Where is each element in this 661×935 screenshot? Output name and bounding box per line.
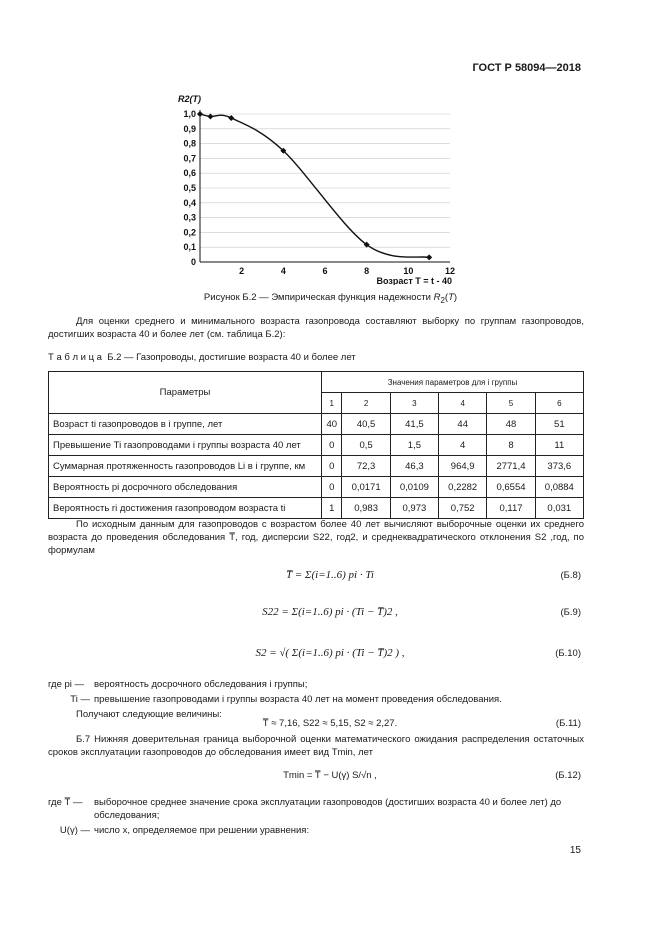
table-cell: 1 (322, 498, 342, 519)
page-number: 15 (569, 845, 581, 856)
equation-number: (Б.10) (555, 648, 581, 659)
equation-b9 (0, 602, 661, 626)
x-tick-label: 8 (364, 266, 370, 276)
x-tick-label: 12 (444, 266, 456, 276)
table-cell: 0,983 (342, 498, 390, 519)
x-tick-label: 2 (239, 266, 245, 276)
where-list-2 (48, 796, 584, 837)
table-row (49, 498, 584, 519)
y-tick-label: 0,9 (183, 123, 196, 134)
reliability-chart (150, 85, 470, 288)
y-tick-label: 0,6 (183, 168, 196, 179)
y-axis-label (178, 94, 201, 104)
table-cell: 0 (322, 435, 342, 456)
where-list-1 (48, 678, 584, 721)
equation-formula: S22 = Σ(i=1..6) pi · (Ti − T̅)2 , (262, 606, 398, 618)
data-table (48, 371, 584, 519)
data-point-marker (207, 114, 213, 120)
equation-b8 (0, 565, 661, 589)
y-tick-label: 0,8 (183, 138, 196, 149)
table-cell: 48 (487, 414, 535, 435)
table-cell: 0,117 (487, 498, 535, 519)
table-cell: 0,0171 (342, 477, 390, 498)
x-axis-label: Возраст T = t - 40 (376, 276, 452, 285)
y-tick-label: 0,5 (183, 183, 196, 193)
table-cell: 0 (322, 477, 342, 498)
table-cell: 8 (487, 435, 535, 456)
table-cell: 964,9 (439, 456, 487, 477)
table-cell: 51 (535, 414, 583, 435)
row-label: Вероятность pi досрочного обследования (49, 477, 322, 498)
row-label: Вероятность ri достижения газопроводом возраста ti (49, 498, 322, 519)
table-cell: 40,5 (342, 414, 390, 435)
x-tick-label: 4 (280, 266, 286, 276)
equation-formula: T̅ = Σ(i=1..6) pi · Ti (286, 569, 374, 581)
table-cell: 0,0884 (535, 477, 583, 498)
table-row (49, 435, 584, 456)
y-tick-label: 0,1 (183, 242, 196, 253)
where-item: Ti — превышение газопроводами i группы возраста 40 лет на момент проведения обследования. (70, 694, 502, 705)
y-tick-label: 0 (190, 257, 196, 267)
row-label: Превышение Ti газопроводами i группы возраста 40 лет (49, 435, 322, 456)
table-cell: 373,6 (535, 456, 583, 477)
table-cell: 0,5 (342, 435, 390, 456)
table-cell: 72,3 (342, 456, 390, 477)
table-cell: 0,0109 (390, 477, 438, 498)
values-header: Значения параметров для i группы (322, 372, 584, 393)
group-header-cell: 1 (322, 393, 342, 414)
equation-number: (Б.11) (555, 718, 581, 729)
group-header-cell: 4 (439, 393, 487, 414)
y-tick-label: 1,0 (183, 109, 196, 119)
table-caption (48, 352, 356, 363)
row-label: Возраст ti газопроводов в i группе, лет (49, 414, 322, 435)
data-point-marker (197, 111, 203, 117)
table-cell: 4 (439, 435, 487, 456)
equation-formula: S2 = √( Σ(i=1..6) pi · (Ti − T̅)2 ) , (255, 647, 405, 659)
standard-header: ГОСТ Р 58094—2018 (472, 62, 581, 74)
where-item: U(γ) — число x, определяемое при решении уравнения: (59, 825, 310, 836)
table-cell: 44 (439, 414, 487, 435)
paragraph-b7: Б.7 Нижняя доверительная граница выборочной оценки математического ожидания распределения остаточных сроков эксплуатации газопроводов до обследования имеет вид Tmin, лет (48, 734, 584, 758)
y-tick-label: 0,2 (183, 227, 196, 238)
table-caption-prefix: Т а б л и ц а (48, 352, 102, 363)
y-tick-label: 0,3 (183, 212, 196, 223)
table-row (49, 414, 584, 435)
equation-formula: Tmin = T̅ − U(γ) S/√n , (283, 770, 377, 781)
table-cell: 11 (535, 435, 583, 456)
equation-b10 (0, 643, 661, 667)
table-caption-text: Б.2 — Газопроводы, достигшие возраста 40 и более лет (107, 352, 356, 363)
paragraph-method: По исходным данным для газопроводов с возрастом более 40 лет вычисляют выборочные оценки их среднего возраста до проведения обследования T̅, год, дисперсии S22, год2, и среднеквадратического отклонения S2 ,год, по формулам (48, 519, 584, 556)
table-cell: 0,973 (390, 498, 438, 519)
y-axis-label-text: R2(T) (178, 94, 201, 104)
param-header: Параметры (49, 372, 322, 414)
data-point-marker (228, 115, 234, 121)
table-row (49, 456, 584, 477)
table-row (49, 477, 584, 498)
equation-number: (Б.8) (560, 570, 581, 581)
y-tick-label: 0,4 (183, 197, 196, 208)
results-intro: Получают следующие величины: (76, 709, 222, 720)
group-header-cell: 5 (487, 393, 535, 414)
equation-number: (Б.12) (555, 770, 581, 781)
equation-formula: T̅ ≈ 7,16, S22 ≈ 5,15, S2 ≈ 2,27. (262, 718, 398, 729)
y-tick-label: 0,7 (183, 153, 196, 164)
row-label: Суммарная протяженность газопроводов Li в i группе, км (49, 456, 322, 477)
table-cell: 41,5 (390, 414, 438, 435)
table-cell: 0 (322, 456, 342, 477)
figure-caption: Рисунок Б.2 — Эмпирическая функция надежности $R_2(T)$ (203, 292, 458, 305)
series-line (200, 114, 429, 257)
chart-svg (150, 85, 470, 285)
table-cell: 1,5 (390, 435, 438, 456)
table-cell: 0,6554 (487, 477, 535, 498)
data-point-marker (426, 254, 432, 260)
table-cell: 40 (322, 414, 342, 435)
group-header-cell: 3 (390, 393, 438, 414)
paragraph-sample: Для оценки среднего и минимального возраста газопровода составляют выборку по группам газопроводов, достигших возраста 40 и более лет (см. таблица Б.2): (48, 316, 584, 340)
where-item: где T̅ — выборочное среднее значение срока эксплуатации газопроводов (достигших возраста 40 и более лет) до обследования; (48, 797, 562, 821)
where-item: где pi — вероятность досрочного обследования i группы; (48, 679, 308, 690)
equation-number: (Б.9) (560, 607, 581, 618)
x-tick-label: 10 (403, 266, 414, 276)
table-cell: 2771,4 (487, 456, 535, 477)
x-tick-label: 6 (322, 266, 328, 276)
group-header-cell: 6 (535, 393, 583, 414)
table-cell: 0,752 (439, 498, 487, 519)
table-cell: 0,031 (535, 498, 583, 519)
table-cell: 46,3 (390, 456, 438, 477)
group-header-cell: 2 (342, 393, 390, 414)
table-cell: 0,2282 (439, 477, 487, 498)
